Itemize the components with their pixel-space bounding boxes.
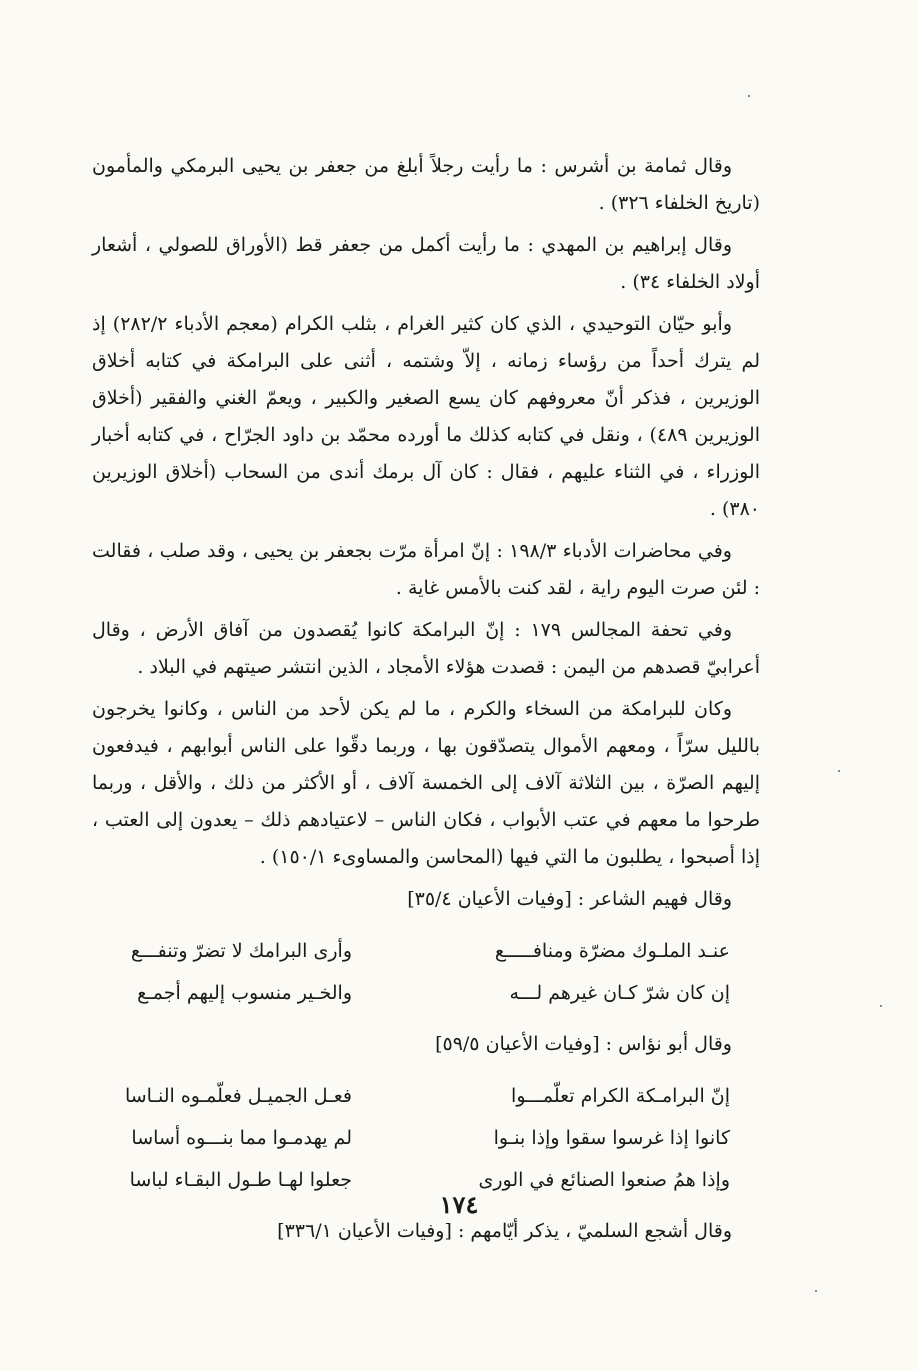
scan-speck: [838, 770, 840, 772]
verse-second-hemistich: لم يهدمـوا مما بنـــوه أساسا: [131, 1127, 352, 1149]
verse: [92, 972, 760, 1014]
verse-first-hemistich: كانوا إذا غرسوا سقوا وإذا بنـوا: [493, 1127, 730, 1149]
paragraph-tawhidi: وأبو حيّان التوحيدي ، الذي كان كثير الغرام ، بثلب الكرام (معجم الأدباء ٢٨٢/٢) إذ لم يترك أحداً من رؤساء زمانه ، إلاّ وشتمه ، أثنى على البرامكة في كتابه أخلاق الوزيرين ، فذكر أنّ معروفهم كان يسع الصغير والكبير ، ويعمّ الغني والفقير (أخلاق الوزيرين ٤٨٩) ، ونقل في كتابه كذلك ما أورده محمّد بن داود الجرّاح ، في كتابه أخبار الوزراء ، في الثناء عليهم ، فقال : كان آل برمك أندى من السحاب (أخلاق الوزيرين ٣٨٠) .: [92, 313, 760, 520]
poem-fahim: [92, 930, 760, 1014]
verse-first-hemistich: إنّ البرامـكة الكرام تعلّمـــوا: [511, 1085, 730, 1107]
scan-speck: [815, 1290, 817, 1292]
verse-second-hemistich: جعلوا لهـا طـول البقـاء لباسا: [129, 1169, 352, 1191]
verse-second-hemistich: والخـير منسوب إليهم أجمـع: [137, 982, 352, 1004]
verse: [92, 1117, 760, 1159]
page-number: ١٧٤: [439, 1190, 479, 1219]
scan-speck: [748, 95, 750, 97]
verse-first-hemistich: وإذا همُ صنعوا الصنائع في الورى: [478, 1169, 730, 1191]
paragraph-tuhfa: وفي تحفة المجالس ١٧٩ : إنّ البرامكة كانوا يُقصدون من آفاق الأرض ، وقال أعرابيّ قصدهم من اليمن : قصدت هؤلاء الأمجاد ، الذين انتشر صيتهم في البلاد .: [92, 619, 760, 678]
paragraph-ibrahim: وقال إبراهيم بن المهدي : ما رأيت أكمل من جعفر قط (الأوراق للصولي ، أشعار أولاد الخلفاء ٣٤) .: [92, 234, 760, 293]
poem1-intro: وقال فهيم الشاعر : [وفيات الأعيان ٣٥/٤]: [407, 888, 732, 910]
verse-second-hemistich: فعـل الجميـل فعلّمـوه النـاسا: [124, 1085, 352, 1107]
poem2-intro: وقال أبو نؤاس : [وفيات الأعيان ٥٩/٥]: [435, 1033, 732, 1055]
verse: [92, 930, 760, 972]
verse-first-hemistich: عنـد الملـوك مضرّة ومنافـــــع: [494, 940, 730, 962]
paragraph-generosity: وكان للبرامكة من السخاء والكرم ، ما لم يكن لأحد من الناس ، وكانوا يخرجون بالليل سرّاً ، ومعهم الأموال يتصدّقون بها ، وربما دقّوا على الناس أبوابهم ، فيدفعون إليهم الصرّة ، بين الثلاثة آلاف إلى الخمسة آلاف ، أو الأكثر من ذلك ، والأقل ، وربما طرحوا ما معهم في عتب الأبواب ، فكان الناس – لاعتيادهم ذلك – يعدون إلى العتب ، إذا أصبحوا ، يطلبون ما التي فيها (المحاسن والمساوىء ١٥٠/١) .: [92, 698, 760, 868]
verse-first-hemistich: إن كان شرّ كـان غيرهم لـــه: [509, 982, 730, 1004]
scan-speck: [880, 1005, 882, 1007]
closing-line: وقال أشجع السلميّ ، يذكر أيّامهم : [وفيات الأعيان ٣٣٦/١]: [277, 1220, 732, 1242]
body-text: [92, 148, 760, 1250]
paragraph-muhadarat: وفي محاضرات الأدباء ١٩٨/٣ : إنّ امرأة مرّت بجعفر بن يحيى ، وقد صلب ، فقالت : لئن صرت اليوم راية ، لقد كنت بالأمس غاية .: [92, 540, 760, 599]
verse-second-hemistich: وأرى البرامك لا تضرّ وتنفـــع: [130, 940, 352, 962]
verse: [92, 1075, 760, 1117]
poem-abu-nuwas: [92, 1075, 760, 1201]
paragraph-thumama: وقال ثمامة بن أشرس : ما رأيت رجلاً أبلغ من جعفر بن يحيى البرمكي والمأمون (تاريخ الخلفاء ٣٢٦) .: [92, 155, 760, 214]
